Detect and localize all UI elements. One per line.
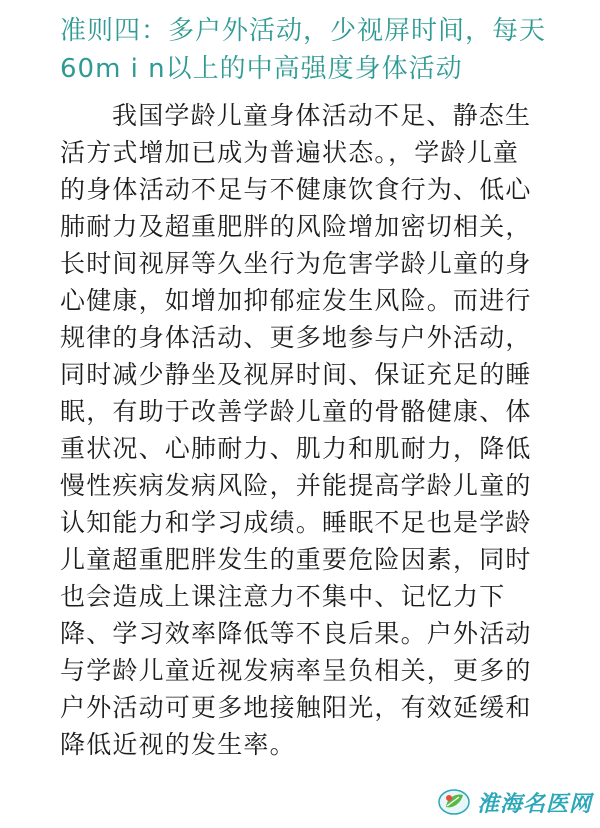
- body-paragraph: [60, 97, 560, 763]
- paragraph-line: 重状况、心肺耐力、肌力和肌耐力，降低: [60, 434, 532, 463]
- paragraph-line: 我国学龄儿童身体活动不足、静态生: [112, 101, 532, 130]
- heading-line: 准则四：多户外活动，少视屏时间，每天: [60, 16, 547, 46]
- heading-line: 60m i n以上的中高强度身体活动: [60, 54, 463, 84]
- paragraph-line: 儿童超重肥胖发生的重要危险因素，同时: [60, 545, 532, 574]
- section-heading: [60, 12, 560, 88]
- paragraph-line: 户外活动可更多地接触阳光，有效延缓和: [60, 693, 532, 722]
- paragraph-line: 降、学习效率降低等不良后果。户外活动: [60, 619, 532, 648]
- paragraph-line: 眠，有助于改善学龄儿童的骨骼健康、体: [60, 397, 532, 426]
- site-watermark: [437, 786, 592, 818]
- leaf-logo-icon: [437, 787, 471, 817]
- paragraph-line: 的身体活动不足与不健康饮食行为、低心: [60, 175, 532, 204]
- paragraph-line: 肺耐力及超重肥胖的风险增加密切相关，: [60, 212, 532, 241]
- watermark-text: 淮海名医网: [476, 790, 592, 817]
- paragraph-line: 与学龄儿童近视发病率呈负相关，更多的: [60, 656, 532, 685]
- paragraph-line: 降低近视的发生率。: [60, 730, 296, 759]
- paragraph-line: 认知能力和学习成绩。睡眠不足也是学龄: [60, 508, 532, 537]
- paragraph-line: 长时间视屏等久坐行为危害学龄儿童的身: [60, 249, 532, 278]
- paragraph-line: 也会造成上课注意力不集中、记忆力下: [60, 582, 506, 611]
- paragraph-line: 慢性疾病发病风险，并能提高学龄儿童的: [60, 471, 532, 500]
- paragraph-line: 心健康，如增加抑郁症发生风险。而进行: [60, 286, 532, 315]
- paragraph-line: 同时减少静坐及视屏时间、保证充足的睡: [60, 360, 532, 389]
- paragraph-line: 活方式增加已成为普遍状态。，学龄儿童: [60, 138, 520, 167]
- paragraph-line: 规律的身体活动、更多地参与户外活动，: [60, 323, 532, 352]
